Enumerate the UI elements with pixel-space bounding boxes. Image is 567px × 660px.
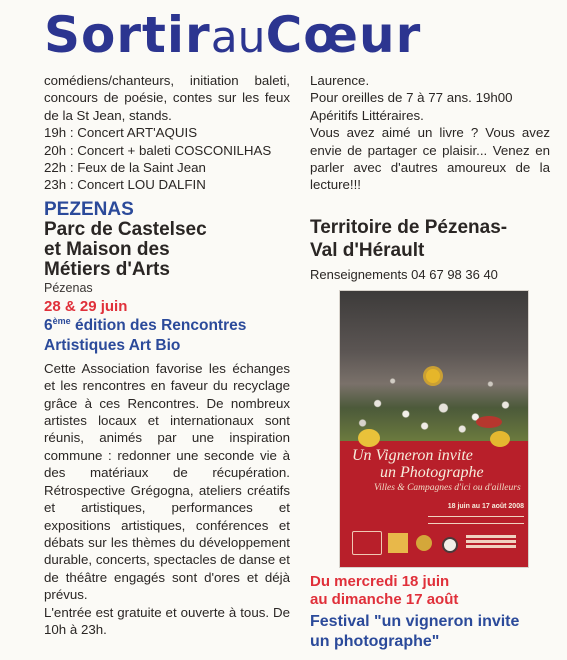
event-description: Cette Association favorise les échanges et les rencontres en faveur du recyclage grâce à ces Rencontres. De nombreux artistes locaux et internationaux sont réunis, animés par une inspiration commune : redonner une seconde vie à des matériaux de récupération. Rétrospective Grégogna, ateliers créatifs et artistiques, performances et expositions artistiques, conférences et débats sur les thèmes du développement durable, concerts, spectacles de danse et de théâtre engagés sont d'ores et déjà prévus. — [44, 360, 290, 603]
venue-heading-line1: Parc de Castelsec — [44, 218, 207, 240]
edition-number: 6 — [44, 316, 53, 334]
right-text-line3: Apéritifs Littéraires. — [310, 107, 424, 123]
masthead-part3: Cœur — [265, 6, 422, 64]
poster-title — [352, 447, 528, 481]
red-leaf — [476, 416, 502, 428]
masthead-part1: Sortir — [44, 6, 211, 64]
masthead — [0, 0, 567, 72]
edition-sup: ème — [52, 315, 71, 326]
poster-title-line1: Un Vigneron invite — [352, 447, 473, 464]
sponsor-logo — [388, 533, 408, 553]
poster-fine-print — [428, 513, 524, 524]
territory-heading-line2: Val d'Hérault — [310, 239, 425, 261]
left-column — [44, 72, 290, 638]
event-closing: L'entrée est gratuite et ouverte à tous. De 10h à 23h. — [44, 604, 290, 637]
event-title-line2: Artistiques Art Bio — [44, 336, 181, 354]
intro-text: comédiens/chanteurs, initiation baleti, concours de poésie, contes sur les feux de la St Jean, stands. — [44, 73, 290, 123]
edition-rest: édition des Rencontres — [70, 316, 247, 334]
caption-dates-line2: au dimanche 17 août — [310, 591, 459, 608]
poster-caption — [310, 573, 560, 652]
poster-photo — [340, 291, 528, 441]
event-title-line1 — [44, 316, 290, 336]
place-heading: PEZENAS — [44, 198, 134, 220]
masthead-title — [44, 2, 421, 71]
sponsor-text-lines — [466, 535, 516, 538]
right-text-line4: Vous avez aimé un livre ? Vous avez envie de partager ce plaisir... Venez en parler avec d'autres amoureux de la lecture!!! — [310, 125, 550, 193]
caption-event-line1: Festival "un vigneron invite — [310, 613, 520, 630]
eye-icon — [442, 537, 458, 553]
schedule-item: 20h : Concert + baleti COSCONILHAS — [44, 142, 272, 158]
schedule-item: 23h : Concert LOU DALFIN — [44, 177, 206, 193]
right-text-line2: Pour oreilles de 7 à 77 ans. 19h00 — [310, 90, 513, 106]
contact-info: Renseignements 04 67 98 36 40 — [310, 266, 498, 282]
venue-heading-line3: Métiers d'Arts — [44, 258, 170, 280]
poster-subtitle: Villes & Campagnes d'ici ou d'ailleurs — [374, 483, 521, 493]
poster-dates: 18 juin au 17 août 2008 — [447, 503, 524, 510]
sponsor-logo — [416, 535, 432, 551]
caption-event-line2: un photographe" — [310, 633, 440, 650]
sponsor-logo — [352, 531, 382, 555]
venue-heading-line2: et Maison des — [44, 238, 170, 260]
right-column — [310, 72, 550, 283]
schedule-item: 22h : Feux de la Saint Jean — [44, 160, 206, 176]
caption-dates-line1: Du mercredi 18 juin — [310, 573, 450, 590]
poster-sponsor-logos — [346, 529, 522, 559]
masthead-part2: au — [210, 12, 266, 63]
yellow-flower — [426, 369, 440, 383]
event-dates: 28 & 29 juin — [44, 297, 128, 315]
territory-heading-line1: Territoire de Pézenas- — [310, 216, 508, 238]
town-label: Pézenas — [44, 280, 93, 295]
schedule-item: 19h : Concert ART'AQUIS — [44, 125, 198, 141]
poster-title-line2: un Photographe — [380, 464, 484, 481]
festival-poster — [340, 291, 528, 567]
right-text-line1: Laurence. — [310, 73, 370, 88]
yellow-flower — [358, 429, 380, 447]
yellow-flower — [490, 431, 510, 447]
